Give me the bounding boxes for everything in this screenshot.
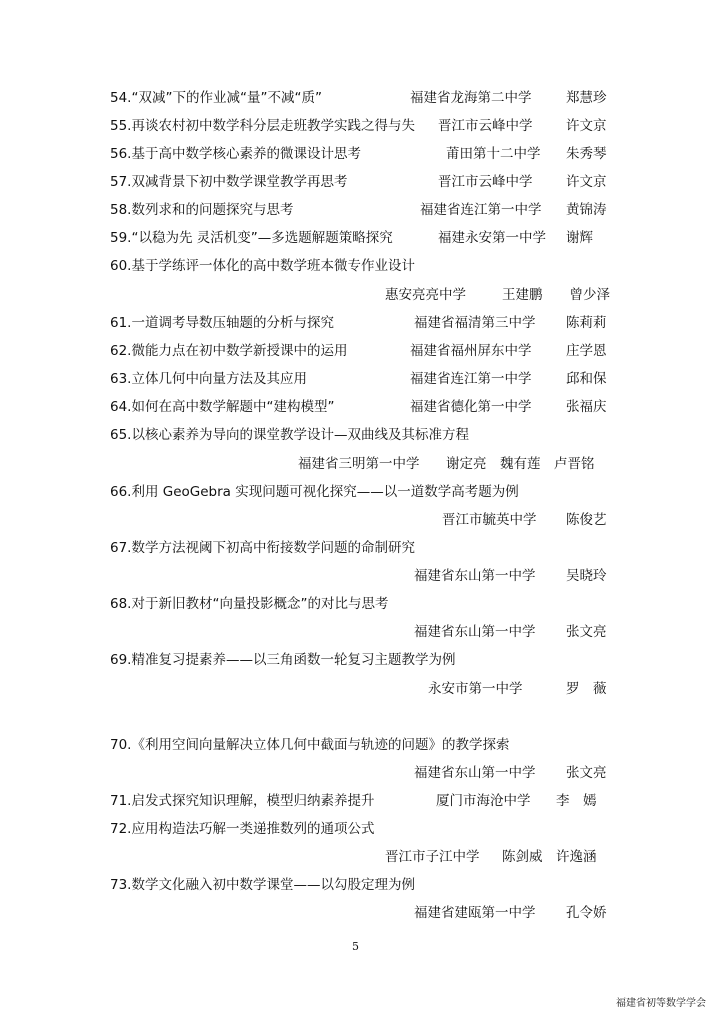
list-item-meta [0,621,720,643]
entry-title: 72.应用构造法巧解一类递推数列的通项公式 [110,821,375,837]
list-item [0,818,720,840]
list-item [0,115,720,137]
entry-authors: 许文京 [566,118,607,134]
list-item [0,790,720,812]
entry-school: 福建省东山第一中学 [414,568,536,584]
entry-title: 66.利用 GeoGebra 实现问题可视化探究——以一道数学高考题为例 [110,484,519,500]
entry-authors: 谢辉 [566,230,593,246]
entry-authors: 陈莉莉 [566,315,607,331]
entry-school: 福建省三明第一中学 [298,456,420,472]
entry-title: 55.再谈农村初中数学科分层走班教学实践之得与失 [110,118,415,134]
list-item [0,593,720,615]
entry-authors: 许文京 [566,174,607,190]
list-item [0,537,720,559]
list-item [0,649,720,671]
entry-school: 福建省东山第一中学 [414,765,536,781]
list-item-meta [0,678,720,700]
entry-title: 65.以核心素养为导向的课堂教学设计—双曲线及其标准方程 [110,427,469,443]
entry-title: 54.“双减”下的作业减“量”不减“质” [110,90,322,106]
entry-title: 69.精准复习提素养——以三角函数一轮复习主题教学为例 [110,652,456,668]
list-item-meta [0,565,720,587]
entry-school: 福建省建瓯第一中学 [414,905,536,921]
entry-school: 莆田第十二中学 [446,146,541,162]
entry-school: 福建省福清第三中学 [414,315,536,331]
entry-authors: 黄锦涛 [566,202,607,218]
entry-authors: 张福庆 [566,399,607,415]
entry-school: 惠安亮亮中学 [385,287,466,303]
page-number: 5 [352,940,359,953]
list-item [0,255,720,277]
entry-school: 福建省连江第一中学 [420,202,542,218]
entry-school: 晋江市子江中学 [385,849,480,865]
entry-authors: 张文亮 [566,624,607,640]
entry-school: 永安市第一中学 [428,681,523,697]
list-item-meta [0,846,720,868]
list-item-meta [0,902,720,924]
entry-title: 60.基于学练评一体化的高中数学班本微专作业设计 [110,258,415,274]
entry-authors: 张文亮 [566,765,607,781]
entry-school: 晋江市毓英中学 [442,512,537,528]
entry-title: 71.启发式探究知识理解，模型归纳素养提升 [110,793,375,809]
entry-authors: 陈俊艺 [566,512,607,528]
entry-title: 57.双减背景下初中数学课堂教学再思考 [110,174,348,190]
list-item-meta [0,509,720,531]
entry-authors: 朱秀琴 [566,146,607,162]
entry-title: 73.数学文化融入初中数学课堂——以勾股定理为例 [110,877,415,893]
entry-school: 福建省东山第一中学 [414,624,536,640]
entry-school: 厦门市海沧中学 [436,793,531,809]
entry-authors: 孔令娇 [566,905,607,921]
entry-title: 58.数列求和的问题探究与思考 [110,202,294,218]
entry-title: 68.对于新旧教材“向量投影概念”的对比与思考 [110,596,389,612]
entry-title: 67.数学方法视阈下初高中衔接数学问题的命制研究 [110,540,415,556]
entry-title: 70.《利用空间向量解决立体几何中截面与轨迹的问题》的教学探索 [110,737,510,753]
list-item [0,396,720,418]
list-item [0,874,720,896]
list-item-meta [0,284,720,306]
list-item [0,312,720,334]
footer-watermark: 福建省初等数学学会 [616,998,706,1009]
list-item-meta [0,453,720,475]
entry-school: 晋江市云峰中学 [438,118,533,134]
entry-title: 56.基于高中数学核心素养的微课设计思考 [110,146,361,162]
entry-authors: 吴晓玲 [566,568,607,584]
entry-title: 61.一道调考导数压轴题的分析与探究 [110,315,334,331]
entry-authors: 郑慧珍 [566,90,607,106]
entry-authors: 李 嫣 [556,793,597,809]
entry-authors: 王建鹏 曾少泽 [502,287,610,303]
list-item [0,87,720,109]
list-item [0,143,720,165]
entry-title: 62.微能力点在初中数学新授课中的运用 [110,343,348,359]
list-item [0,227,720,249]
list-item [0,340,720,362]
entry-authors: 庄学恩 [566,343,607,359]
entry-school: 福建省福州屏东中学 [410,343,532,359]
entry-authors: 陈剑威 许逸涵 [502,849,597,865]
list-item [0,481,720,503]
list-item [0,199,720,221]
entry-school: 福建省龙海第二中学 [410,90,532,106]
entry-authors: 邱和保 [566,371,607,387]
entry-authors: 罗 薇 [566,681,607,697]
list-item-meta [0,762,720,784]
entry-title: 64.如何在高中数学解题中“建构模型” [110,399,335,415]
entry-school: 福建省德化第一中学 [410,399,532,415]
entry-title: 59.“以稳为先 灵活机变”—多选题解题策略探究 [110,230,393,246]
entry-school: 福建永安第一中学 [438,230,546,246]
list-item [0,171,720,193]
list-item [0,368,720,390]
entry-school: 晋江市云峰中学 [438,174,533,190]
entry-school: 福建省连江第一中学 [410,371,532,387]
list-item [0,424,720,446]
entry-title: 63.立体几何中向量方法及其应用 [110,371,307,387]
entry-authors: 谢定亮 魏有莲 卢晋铭 [446,456,595,472]
list-item [0,734,720,756]
